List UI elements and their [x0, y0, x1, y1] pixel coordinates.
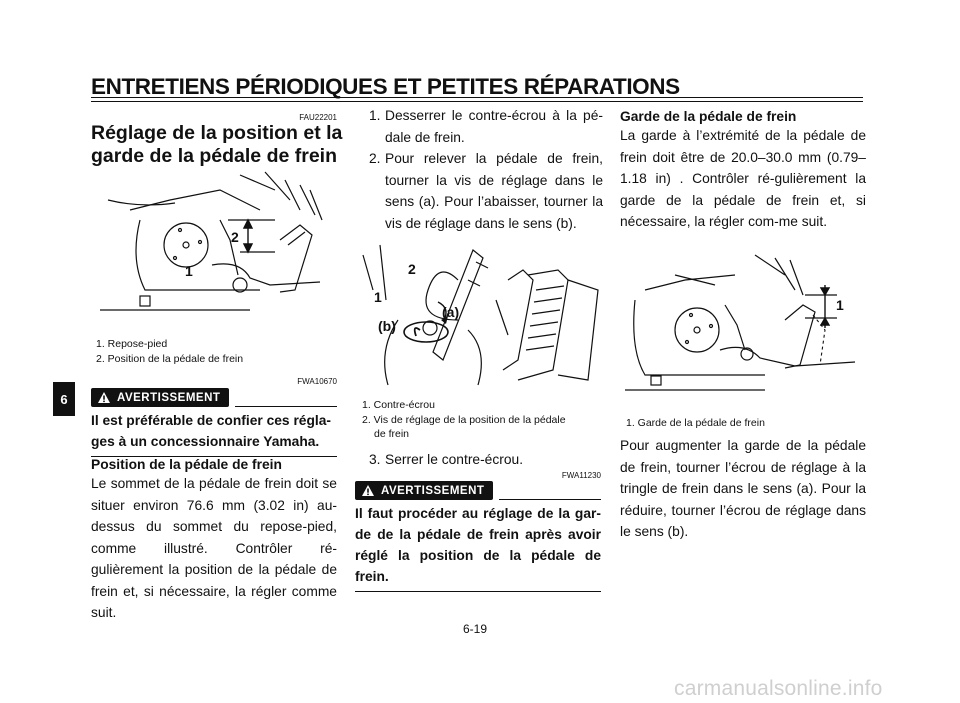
figure-label-1: 1: [374, 289, 382, 305]
page-number: 6-19: [463, 622, 488, 636]
page-header-title: ENTRETIENS PÉRIODIQUES ET PETITES RÉPARATIONS: [91, 74, 680, 99]
warning-rule: [499, 499, 601, 500]
step-item: [369, 105, 603, 148]
footrest-pedal-figure: [100, 170, 336, 330]
chapter-tab: 6: [53, 382, 75, 416]
caption-item: 2. Position de la pédale de frein: [96, 352, 244, 365]
warning-text: Il faut procéder au réglage de la gar-de de la pédale de frein après avoir réglé la position de la pédale de frein.: [355, 503, 601, 592]
figure-label-2: 2: [231, 229, 239, 245]
warning-box: [91, 388, 337, 457]
caption-item: 2. Vis de réglage de la position de la pédale: [362, 413, 566, 426]
figure-label-1: 1: [836, 297, 844, 313]
section-title-line-1: Réglage de la position et la: [91, 122, 343, 144]
section-code: FAU22201: [299, 113, 337, 122]
figure-captions: [362, 398, 602, 442]
step-item: [369, 449, 603, 471]
caption-item: de frein: [374, 428, 410, 440]
step-text: Serrer le contre-écrou.: [385, 452, 524, 467]
warning-rule: [235, 406, 337, 407]
subheading-freeplay: Garde de la pédale de frein: [620, 109, 797, 124]
warning-header: [91, 388, 337, 407]
figure-label-b: (b): [378, 318, 396, 334]
caption-item: 1. Contre-écrou: [362, 399, 435, 411]
locknut-adjuster-figure: [358, 240, 604, 390]
warning-badge: [91, 388, 229, 407]
step-number: 2.: [369, 151, 381, 166]
warning-code: FWA11230: [561, 471, 601, 480]
figure-label-a: (a): [442, 304, 460, 320]
warning-box: [355, 481, 601, 592]
step-text: Desserrer le contre-écrou à la pé-dale de frein.: [385, 108, 603, 145]
figure-caption: 1. Garde de la pédale de frein: [626, 417, 765, 429]
warning-badge-label: AVERTISSEMENT: [117, 391, 221, 404]
steps-list: [369, 105, 603, 234]
warning-text: Il est préférable de confier ces régla-ges à un concessionnaire Yamaha.: [91, 410, 337, 457]
subheading-position: Position de la pédale de frein: [91, 457, 282, 472]
body-adjustment: Pour augmenter la garde de la pédale de frein, tourner l’écrou de réglage à la tringle de frein dans le sens (a). Pour la réduire, tourner l’écrou de réglage dans le sens (b).: [620, 438, 866, 539]
warning-code: FWA10670: [297, 377, 337, 386]
figure-label-1: 1: [185, 263, 193, 279]
header-rule: [91, 97, 863, 98]
warning-badge: [355, 481, 493, 500]
body-freeplay: La garde à l’extrémité de la pédale de frein doit être de 20.0–30.0 mm (0.79–1.18 in) . Contrôler ré-gulièrement la garde de la pédale de frein et, si nécessaire, la régler com-me suit.: [620, 128, 866, 229]
figure-label-2: 2: [408, 261, 416, 277]
header-rule-secondary: [91, 101, 863, 102]
section-title-line-2: garde de la pédale de frein: [91, 145, 337, 167]
step-number: 1.: [369, 108, 381, 123]
section-title: [91, 122, 351, 168]
warning-triangle-icon: [361, 484, 375, 497]
step-item: [369, 148, 603, 234]
body-position: Le sommet de la pédale de frein doit se situer environ 76.6 mm (3.02 in) au-dessus du sommet du repose-pied, comme illustré. Contrôler ré-gulièrement la position de la pédale de frein et, si nécessaire, la régler comme suit.: [91, 476, 337, 620]
caption-item: 1. Repose-pied: [96, 338, 168, 350]
figure-captions: [96, 337, 243, 366]
brake-pedal-freeplay-figure: [625, 250, 861, 400]
warning-header: [355, 481, 601, 500]
warning-badge-label: AVERTISSEMENT: [381, 484, 485, 497]
step-number: 3.: [369, 452, 381, 467]
step-text: Pour relever la pédale de frein, tourner la vis de réglage dans le sens (a). Pour l’abaisser, tourner la vis de réglage dans le sens (b).: [385, 151, 603, 231]
watermark: carmanualsonline.info: [674, 677, 883, 700]
warning-triangle-icon: [97, 391, 111, 404]
